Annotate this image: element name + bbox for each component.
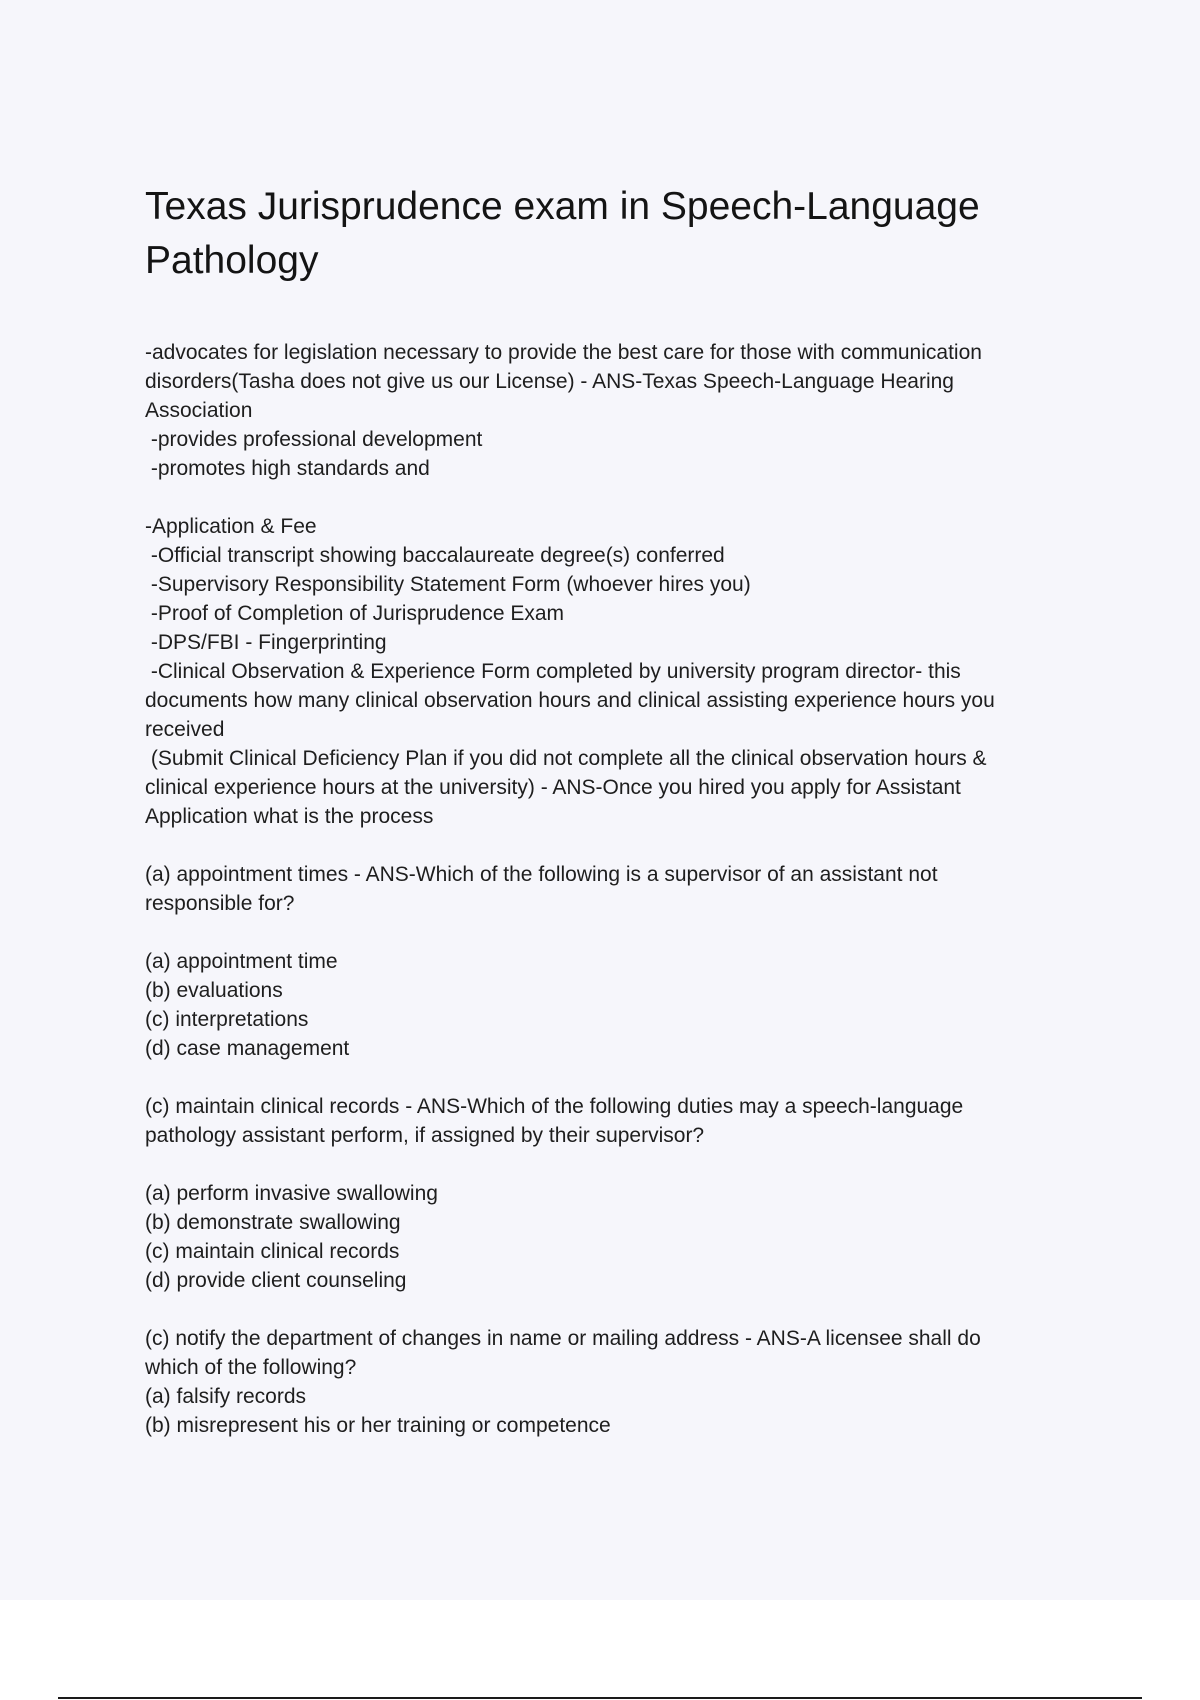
document-body	[145, 338, 1065, 1440]
text-line: -Clinical Observation & Experience Form completed by university program director- this	[145, 660, 961, 683]
paragraph	[145, 1179, 1065, 1295]
document-title	[145, 180, 1065, 288]
text-line: (b) demonstrate swallowing	[145, 1211, 401, 1234]
text-line: -promotes high standards and	[145, 457, 430, 480]
text-line: (c) interpretations	[145, 1008, 309, 1031]
text-line: (b) evaluations	[145, 979, 283, 1002]
document-content	[145, 180, 1065, 1469]
text-line: (d) provide client counseling	[145, 1269, 407, 1292]
text-line: (a) appointment time	[145, 950, 338, 973]
text-line: clinical experience hours at the university) - ANS-Once you hired you apply for Assistant	[145, 776, 961, 799]
text-line: which of the following?	[145, 1356, 357, 1379]
text-line: -Official transcript showing baccalaureate degree(s) conferred	[145, 544, 725, 567]
paragraph	[145, 1324, 1065, 1440]
paragraph	[145, 947, 1065, 1063]
text-line: disorders(Tasha does not give us our License) - ANS-Texas Speech-Language Hearing	[145, 370, 954, 393]
text-line: (c) maintain clinical records - ANS-Which of the following duties may a speech-language	[145, 1095, 964, 1118]
text-line: received	[145, 718, 225, 741]
page-divider	[58, 1697, 1142, 1699]
text-line: (a) falsify records	[145, 1385, 307, 1408]
title-line: Texas Jurisprudence exam in Speech-Language	[145, 185, 980, 228]
paragraph	[145, 338, 1065, 483]
text-line: Association	[145, 399, 253, 422]
text-line: (c) maintain clinical records	[145, 1240, 400, 1263]
paragraph	[145, 1092, 1065, 1150]
text-line: (Submit Clinical Deficiency Plan if you did not complete all the clinical observation hours &	[145, 747, 987, 770]
text-line: -Supervisory Responsibility Statement Form (whoever hires you)	[145, 573, 751, 596]
text-line: Application what is the process	[145, 805, 434, 828]
text-line: (c) notify the department of changes in name or mailing address - ANS-A licensee shall do	[145, 1327, 981, 1350]
text-line: (d) case management	[145, 1037, 350, 1060]
text-line: (b) misrepresent his or her training or competence	[145, 1414, 611, 1437]
paragraph	[145, 512, 1065, 831]
text-line: (a) perform invasive swallowing	[145, 1182, 438, 1205]
text-line: -Application & Fee	[145, 515, 317, 538]
text-line: (a) appointment times - ANS-Which of the following is a supervisor of an assistant not	[145, 863, 938, 886]
text-line: documents how many clinical observation hours and clinical assisting experience hours you	[145, 689, 995, 712]
paragraph	[145, 860, 1065, 918]
text-line: -Proof of Completion of Jurisprudence Exam	[145, 602, 565, 625]
text-line: -provides professional development	[145, 428, 483, 451]
title-line: Pathology	[145, 239, 319, 282]
text-line: responsible for?	[145, 892, 295, 915]
text-line: -DPS/FBI - Fingerprinting	[145, 631, 387, 654]
text-line: -advocates for legislation necessary to provide the best care for those with communication	[145, 341, 982, 364]
text-line: pathology assistant perform, if assigned by their supervisor?	[145, 1124, 705, 1147]
